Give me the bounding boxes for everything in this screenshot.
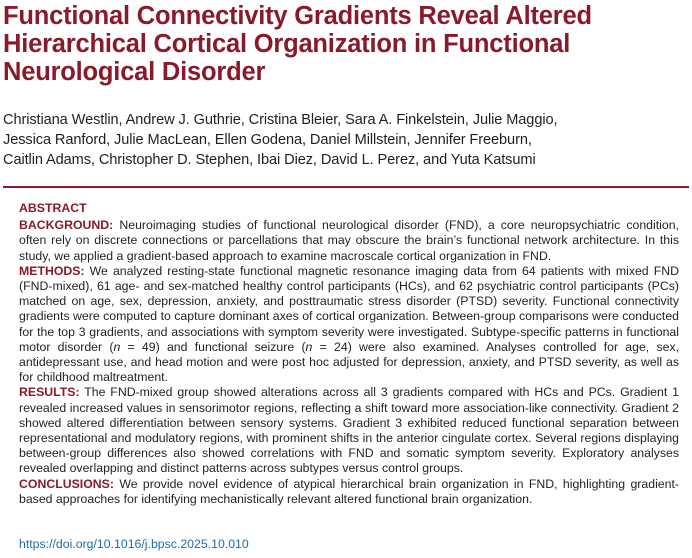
results-text: The FND-mixed group showed alterations across all 3 gradients compared with HCs and PCs. Gradient 1 revealed increased values in sensorimotor regions, reflecting a shift toward more association-like connectivity. Gradient 2 showed altered differentiation between sensory systems. Gradient 3 exhibited reduced functional separation between representational and modulatory regions, with prominent shifts in the anterior cingulate cortex. Several regions displaying between-group differences also showed correlations with FND and somatic symptom severity. Exploratory analyses revealed overlapping and distinct patterns across subtypes versus control groups. [19,385,679,476]
author-line: Christiana Westlin, Andrew J. Guthrie, Cristina Bleier, Sara A. Finkelstein, Julie Maggio, [3,112,558,128]
sample-size-symbol: n [113,339,121,354]
title-line: Neurological Disorder [3,58,266,86]
abstract-background [19,218,679,264]
abstract-conclusions [19,477,679,507]
background-text: Neuroimaging studies of functional neurological disorder (FND), a core neuropsychiatric condition, often rely on discrete connections or parcellations that may obscure the brain’s functional network architecture. In this study, we applied a gradient-based approach to examine macroscale cortical organization in FND. [19,218,679,263]
paper-title [3,2,689,86]
author-list [3,110,689,170]
author-line: Jessica Ranford, Julie MacLean, Ellen Godena, Daniel Millstein, Jennifer Freeburn, [3,132,532,148]
methods-text: = 24) were also examined. Analyses controlled for age, sex, antidepressant use, and head motion and were post hoc adjusted for depression, anxiety, and PTSD severity, as well as for childhood maltreatment. [19,339,680,385]
results-label: RESULTS: [19,385,80,400]
sample-size-symbol: n [305,339,313,354]
title-line: Functional Connectivity Gradients Reveal Altered [3,2,592,30]
section-divider [3,186,689,188]
abstract-heading: ABSTRACT [19,201,87,215]
author-line: Caitlin Adams, Christopher D. Stephen, Ibai Diez, David L. Perez, and Yuta Katsumi [3,152,536,168]
abstract-results [19,385,679,476]
abstract-methods [19,264,679,386]
conclusions-label: CONCLUSIONS: [19,476,114,491]
background-label: BACKGROUND: [19,218,114,233]
abstract-block [19,201,679,507]
methods-text: We analyzed resting-state functional magnetic resonance imaging data from 64 patients with mixed FND (FND-mixed), 61 age- and sex-matched healthy control participants (HCs), and 62 psychiatric control participants (PCs) matched on age, sex, depression, anxiety, and posttraumatic stress disorder (PTSD) severity. Functional connectivity gradients were computed to capture dominant axes of cortical organization. Between-group comparisons were conducted for the top 3 gradients, and associations with symptom severity were investigated. Subtype-specific patterns in functional motor disorder ( [19,263,679,354]
methods-label: METHODS: [19,263,85,278]
methods-text: = 49) and functional seizure ( [120,339,306,354]
conclusions-text: We provide novel evidence of atypical hierarchical brain organization in FND, highlighting gradient-based approaches for identifying mechanistically relevant altered functional brain organization. [19,476,679,506]
title-line: Hierarchical Cortical Organization in Functional [3,30,571,58]
doi-link[interactable]: https://doi.org/10.1016/j.bpsc.2025.10.010 [19,537,249,551]
